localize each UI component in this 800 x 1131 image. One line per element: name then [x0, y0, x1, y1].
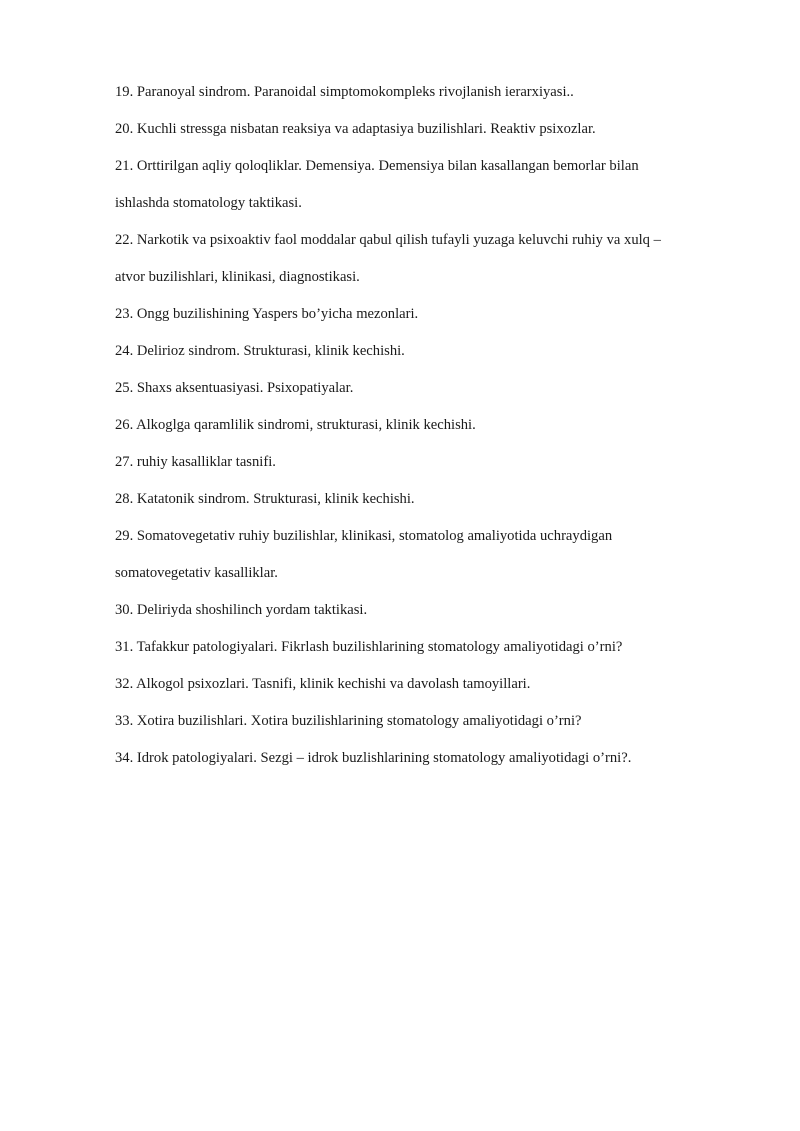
question-item — [115, 333, 740, 370]
question-text: 27. ruhiy kasalliklar tasnifi. — [115, 454, 276, 470]
question-item — [115, 370, 740, 407]
question-text: 29. Somatovegetativ ruhiy buzilishlar, klinikasi, stomatolog amaliyotida uchraydigan — [115, 528, 613, 544]
question-text: 33. Xotira buzilishlari. Xotira buzilishlarining stomatology amaliyotidagi o’rni? — [115, 713, 582, 729]
question-text: 19. Paranoyal sindrom. Paranoidal simptomokompleks rivojlanish ierarxiyasi.. — [115, 84, 574, 100]
question-text: 25. Shaxs aksentuasiyasi. Psixopatiyalar. — [115, 380, 354, 396]
question-item — [115, 703, 740, 740]
question-item — [115, 592, 740, 629]
question-item — [115, 481, 740, 518]
question-list — [115, 74, 740, 777]
question-item — [115, 518, 740, 592]
question-item — [115, 74, 740, 111]
question-text: 22. Narkotik va psixoaktiv faol moddalar qabul qilish tufayli yuzaga keluvchi ruhiy va xulq – — [115, 232, 661, 248]
question-text-continued: atvor buzilishlari, klinikasi, diagnostikasi. — [115, 269, 360, 285]
question-text: 28. Katatonik sindrom. Strukturasi, klinik kechishi. — [115, 491, 415, 507]
question-item — [115, 629, 740, 666]
question-item — [115, 407, 740, 444]
question-item — [115, 111, 740, 148]
question-text: 24. Delirioz sindrom. Strukturasi, klinik kechishi. — [115, 343, 405, 359]
question-text: 26. Alkoglga qaramlilik sindromi, strukturasi, klinik kechishi. — [115, 417, 476, 433]
question-item — [115, 740, 740, 777]
question-item — [115, 148, 740, 222]
question-item — [115, 296, 740, 333]
question-text: 31. Tafakkur patologiyalari. Fikrlash buzilishlarining stomatology amaliyotidagi o’rni? — [115, 639, 623, 655]
question-text: 32. Alkogol psixozlari. Tasnifi, klinik kechishi va davolash tamoyillari. — [115, 676, 531, 692]
question-item — [115, 666, 740, 703]
question-item — [115, 222, 740, 296]
question-text-continued: ishlashda stomatology taktikasi. — [115, 195, 302, 211]
question-text: 20. Kuchli stressga nisbatan reaksiya va adaptasiya buzilishlari. Reaktiv psixozlar. — [115, 121, 596, 137]
question-text: 23. Ongg buzilishining Yaspers bo’yicha mezonlari. — [115, 306, 419, 322]
question-text: 34. Idrok patologiyalari. Sezgi – idrok buzlishlarining stomatology amaliyotidagi o’rni?. — [115, 750, 632, 766]
question-text-continued: somatovegetativ kasalliklar. — [115, 565, 278, 581]
question-text: 30. Deliriyda shoshilinch yordam taktikasi. — [115, 602, 368, 618]
question-text: 21. Orttirilgan aqliy qoloqliklar. Demensiya. Demensiya bilan kasallangan bemorlar bilan — [115, 158, 639, 174]
question-item — [115, 444, 740, 481]
